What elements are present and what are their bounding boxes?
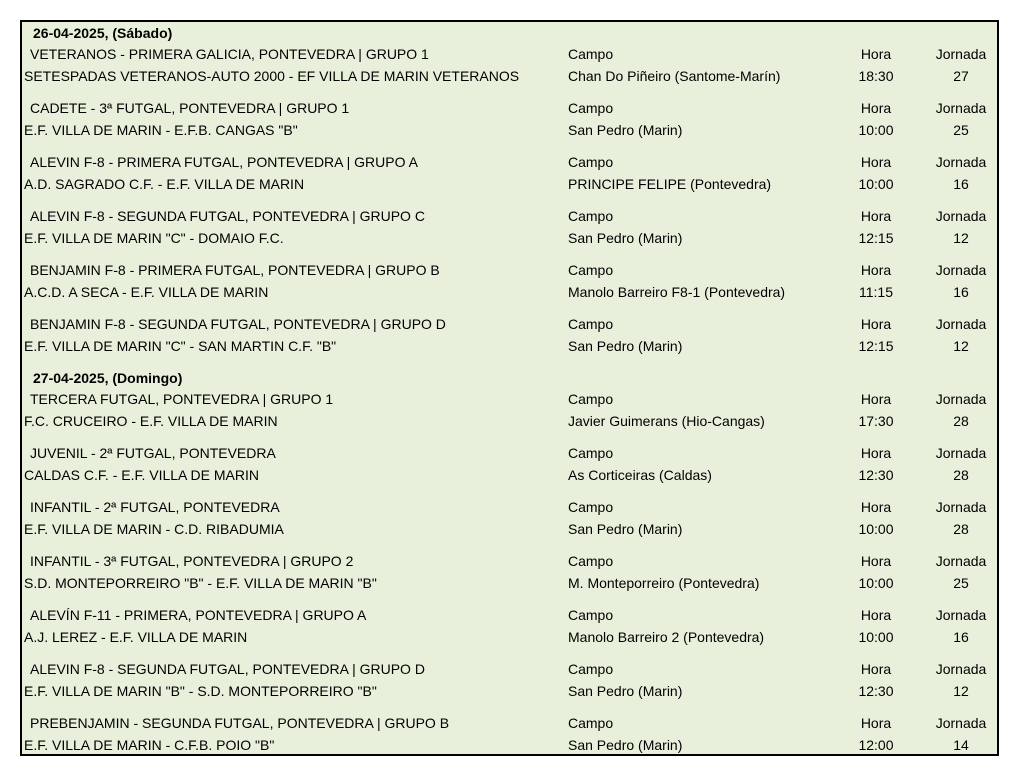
time-label: Hora [860, 46, 892, 62]
round-label: Jornada [935, 445, 987, 461]
match-round: 27 [953, 68, 969, 84]
match-row [22, 498, 997, 542]
time-label: Hora [860, 607, 892, 623]
match-teams: E.F. VILLA DE MARIN "C" - DOMAIO F.C. [24, 230, 284, 246]
match-round: 28 [953, 467, 969, 483]
match-row [22, 261, 997, 305]
match-competition: ALEVIN F-8 - SEGUNDA FUTGAL, PONTEVEDRA | GRUPO C [30, 208, 425, 224]
match-venue: PRINCIPE FELIPE (Pontevedra) [568, 176, 772, 192]
match-row [22, 207, 997, 251]
day-date-title: 27-04-2025, (Domingo) [33, 370, 183, 386]
venue-label: Campo [568, 607, 614, 623]
match-teams: E.F. VILLA DE MARIN - C.D. RIBADUMIA [24, 521, 284, 537]
match-teams: CALDAS C.F. - E.F. VILLA DE MARIN [24, 467, 259, 483]
venue-label: Campo [568, 661, 614, 677]
match-venue: As Corticeiras (Caldas) [568, 467, 712, 483]
round-label: Jornada [935, 316, 987, 332]
venue-label: Campo [568, 445, 614, 461]
match-venue: San Pedro (Marin) [568, 230, 683, 246]
match-venue: Manolo Barreiro 2 (Pontevedra) [568, 629, 765, 645]
venue-label: Campo [568, 154, 614, 170]
match-venue: Javier Guimerans (Hio-Cangas) [568, 413, 765, 429]
time-label: Hora [860, 100, 892, 116]
match-time: 10:00 [858, 629, 894, 645]
match-time: 12:15 [858, 230, 894, 246]
venue-label: Campo [568, 316, 614, 332]
round-label: Jornada [935, 46, 987, 62]
match-competition: VETERANOS - PRIMERA GALICIA, PONTEVEDRA | GRUPO 1 [30, 46, 429, 62]
match-competition: PREBENJAMIN - SEGUNDA FUTGAL, PONTEVEDRA | GRUPO B [30, 715, 450, 731]
time-label: Hora [860, 262, 892, 278]
match-time: 17:30 [858, 413, 894, 429]
match-teams: E.F. VILLA DE MARIN - E.F.B. CANGAS "B" [24, 122, 298, 138]
match-round: 28 [953, 521, 969, 537]
match-teams: E.F. VILLA DE MARIN "B" - S.D. MONTEPORREIRO "B" [24, 683, 377, 699]
match-competition: CADETE - 3ª FUTGAL, PONTEVEDRA | GRUPO 1 [30, 100, 350, 116]
match-round: 12 [953, 230, 969, 246]
match-time: 18:30 [858, 68, 894, 84]
time-label: Hora [860, 661, 892, 677]
time-label: Hora [860, 208, 892, 224]
match-round: 12 [953, 683, 969, 699]
match-row [22, 714, 997, 758]
match-row [22, 660, 997, 704]
schedule-table [20, 20, 999, 756]
match-time: 12:15 [858, 338, 894, 354]
match-venue: M. Monteporreiro (Pontevedra) [568, 575, 760, 591]
match-round: 12 [953, 338, 969, 354]
match-round: 16 [953, 284, 969, 300]
match-round: 16 [953, 176, 969, 192]
match-competition: TERCERA FUTGAL, PONTEVEDRA | GRUPO 1 [30, 391, 334, 407]
venue-label: Campo [568, 499, 614, 515]
match-time: 10:00 [858, 575, 894, 591]
match-venue: Manolo Barreiro F8-1 (Pontevedra) [568, 284, 786, 300]
match-competition: ALEVÍN F-11 - PRIMERA, PONTEVEDRA | GRUPO A [30, 607, 367, 623]
match-time: 10:00 [858, 176, 894, 192]
match-row [22, 153, 997, 197]
round-label: Jornada [935, 154, 987, 170]
match-venue: Chan Do Piñeiro (Santome-Marín) [568, 68, 781, 84]
match-venue: San Pedro (Marin) [568, 338, 683, 354]
venue-label: Campo [568, 391, 614, 407]
time-label: Hora [860, 499, 892, 515]
match-teams: A.C.D. A SECA - E.F. VILLA DE MARIN [24, 284, 269, 300]
match-teams: A.D. SAGRADO C.F. - E.F. VILLA DE MARIN [24, 176, 305, 192]
match-row [22, 315, 997, 359]
match-time: 12:30 [858, 683, 894, 699]
venue-label: Campo [568, 100, 614, 116]
time-label: Hora [860, 715, 892, 731]
match-row [22, 390, 997, 434]
match-competition: ALEVIN F-8 - SEGUNDA FUTGAL, PONTEVEDRA | GRUPO D [30, 661, 425, 677]
match-round: 25 [953, 575, 969, 591]
match-time: 10:00 [858, 122, 894, 138]
match-teams: E.F. VILLA DE MARIN - C.F.B. POIO "B" [24, 737, 275, 753]
match-teams: F.C. CRUCEIRO - E.F. VILLA DE MARIN [24, 413, 278, 429]
match-time: 12:30 [858, 467, 894, 483]
venue-label: Campo [568, 553, 614, 569]
day-date-title: 26-04-2025, (Sábado) [33, 25, 173, 41]
round-label: Jornada [935, 715, 987, 731]
match-row [22, 45, 997, 89]
round-label: Jornada [935, 208, 987, 224]
match-teams: S.D. MONTEPORREIRO "B" - E.F. VILLA DE MARIN "B" [24, 575, 377, 591]
time-label: Hora [860, 154, 892, 170]
match-round: 25 [953, 122, 969, 138]
match-venue: San Pedro (Marin) [568, 122, 683, 138]
match-teams: SETESPADAS VETERANOS-AUTO 2000 - EF VILLA DE MARIN VETERANOS [24, 68, 520, 84]
match-row [22, 99, 997, 143]
match-round: 14 [953, 737, 969, 753]
round-label: Jornada [935, 499, 987, 515]
round-label: Jornada [935, 391, 987, 407]
match-venue: San Pedro (Marin) [568, 683, 683, 699]
round-label: Jornada [935, 661, 987, 677]
match-competition: BENJAMIN F-8 - PRIMERA FUTGAL, PONTEVEDRA | GRUPO B [30, 262, 440, 278]
match-venue: San Pedro (Marin) [568, 737, 683, 753]
round-label: Jornada [935, 607, 987, 623]
round-label: Jornada [935, 100, 987, 116]
time-label: Hora [860, 445, 892, 461]
match-competition: INFANTIL - 3ª FUTGAL, PONTEVEDRA | GRUPO 2 [30, 553, 354, 569]
match-row [22, 606, 997, 650]
venue-label: Campo [568, 715, 614, 731]
match-time: 10:00 [858, 521, 894, 537]
round-label: Jornada [935, 262, 987, 278]
match-time: 11:15 [859, 284, 893, 300]
time-label: Hora [860, 391, 892, 407]
match-competition: INFANTIL - 2ª FUTGAL, PONTEVEDRA [30, 499, 280, 515]
time-label: Hora [860, 553, 892, 569]
match-competition: JUVENIL - 2ª FUTGAL, PONTEVEDRA [30, 445, 276, 461]
match-row [22, 552, 997, 596]
venue-label: Campo [568, 46, 614, 62]
match-teams: A.J. LEREZ - E.F. VILLA DE MARIN [24, 629, 248, 645]
round-label: Jornada [935, 553, 987, 569]
match-teams: E.F. VILLA DE MARIN "C" - SAN MARTIN C.F. "B" [24, 338, 337, 354]
match-competition: ALEVIN F-8 - PRIMERA FUTGAL, PONTEVEDRA | GRUPO A [30, 154, 418, 170]
time-label: Hora [860, 316, 892, 332]
match-venue: San Pedro (Marin) [568, 521, 683, 537]
venue-label: Campo [568, 208, 614, 224]
venue-label: Campo [568, 262, 614, 278]
match-competition: BENJAMIN F-8 - SEGUNDA FUTGAL, PONTEVEDRA | GRUPO D [30, 316, 446, 332]
match-round: 16 [953, 629, 969, 645]
match-round: 28 [953, 413, 969, 429]
match-row [22, 444, 997, 488]
match-time: 12:00 [858, 737, 894, 753]
